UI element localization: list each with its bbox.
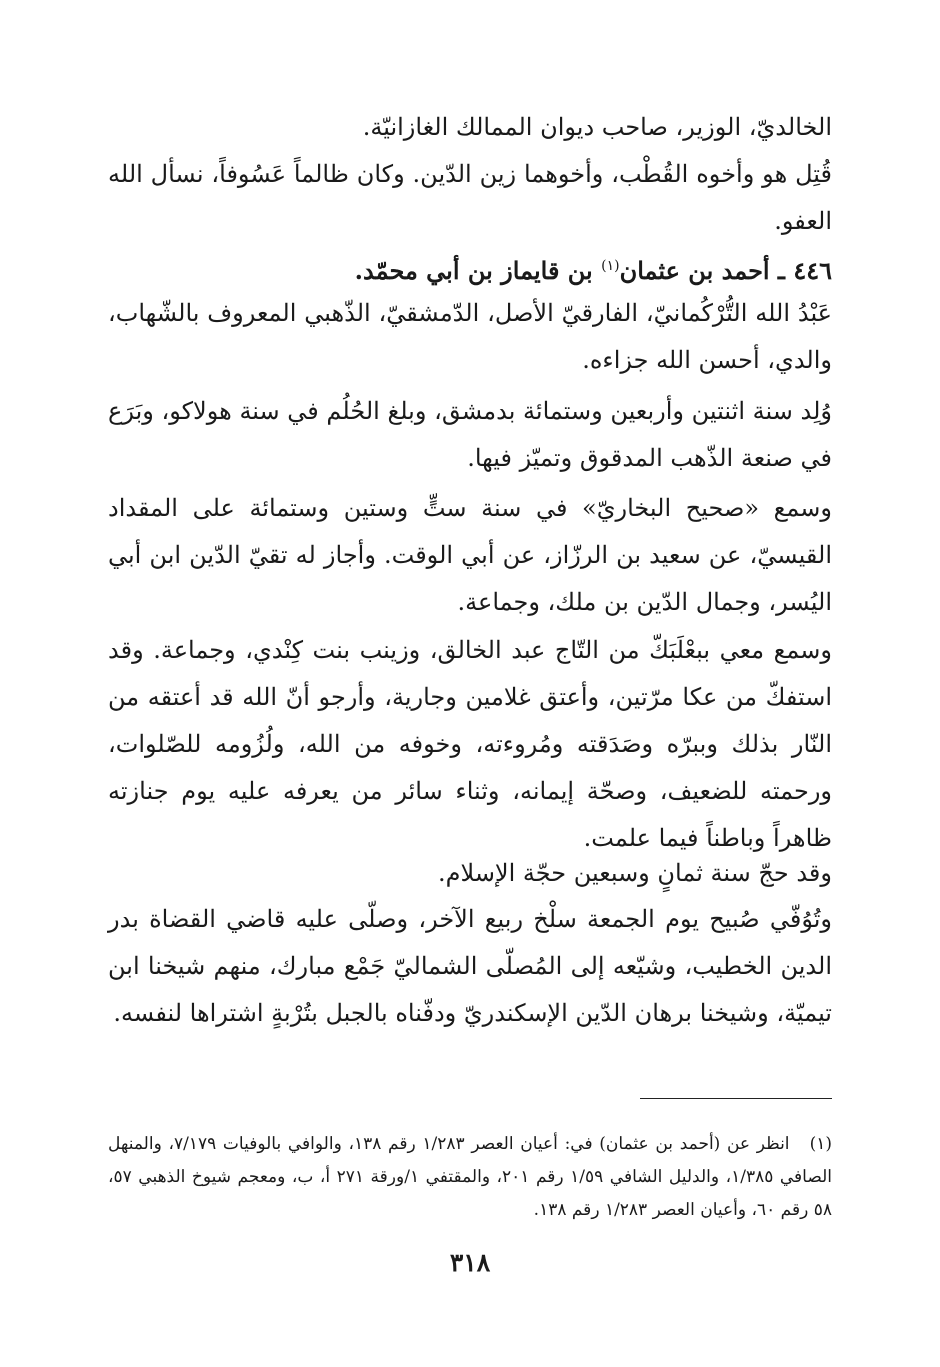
footnote-reference: (١) <box>601 258 620 274</box>
paragraph-hearing-bukhari: وسمع «صحيح البخاريّ» في سنة ستٍّ وستين وستمائة على المقداد القيسيّ، عن سعيد بن الرزّاز، عن أبي الوقت. وأجاز له تقيّ الدّين ابن أبي اليُسر، وجمال الدّين بن ملك، وجماعة. <box>108 494 832 616</box>
paragraph-birth: وُلِد سنة اثنتين وأربعين وستمائة بدمشق، وبلغ الحُلُم في سنة هولاكو، وبَرَع في صنعة الذّهب المدقوق وتميّز فيها. <box>108 397 832 472</box>
paragraph-death: وتُوُفّي صُبيح يوم الجمعة سلْخ ربيع الآخر، وصلّى عليه قاضي القضاة بدر الدين الخطيب، وشيّعه إلى المُصلّى الشماليّ جَمْع مبارك، منهم شيخنا ابن تيميّة، وشيخنا برهان الدّين الإسكندريّ ودفّناه بالجبل بتُرْبةٍ اشتراها لنفسه. <box>108 905 832 1027</box>
entry-name-rest: بن قايماز بن أبي محمّد. <box>354 256 593 285</box>
paragraph-hajj: وقد حجّ سنة ثمانٍ وسبعين حجّة الإسلام. <box>438 859 832 887</box>
footnote-marker: (١) <box>809 1134 832 1154</box>
paragraph-lineage: عَبْدُ الله التُّرْكُمانيّ، الفارقيّ الأصل، الدّمشقيّ، الذّهبي المعروف بالشّهاب، والدي، أحسن الله جزاءه. <box>108 299 832 374</box>
footnote-text: انظر عن (أحمد بن عثمان) في: أعيان العصر ١/٢٨٣ رقم ١٣٨، والوافي بالوفيات ٧/١٧٩، والمنهل الصافي ١/٣٨٥، والدليل الشافي ١/٥٩ رقم ٢٠١، والمقتفي ١/ورقة ٢٧١ أ، ب، ومعجم شيوخ الذهبي ٥٧، ٥٨ رقم ٦٠، وأعيان العصر ١/٢٨٣ رقم ١٣٨. <box>108 1134 832 1220</box>
paragraph-killed: قُتِل هو وأخوه القُطْب، وأخوهما زين الدّين. وكان ظالماً عَسُوفاً، نسأل الله العفو. <box>108 160 832 235</box>
entry-heading: ٤٤٦ ـ أحمد بن عثمان$^{(١)}$ بن قايماز بن أبي محمّد. <box>354 256 832 285</box>
entry-name: أحمد بن عثمان <box>619 256 770 285</box>
paragraph-hearing-baalbek: وسمع معي ببعْلَبَكّ من التّاج عبد الخالق، وزينب بنت كِنْدي، وجماعة. وقد استفكّ من عكا مرّتين، وأعتق غلامين وجارية، وأرجو أنّ الله قد أعتقه من النّار بذلك وببرّه وصَدَقته ومُروءته، وخوفه من الله، ولُزُومه للصّلوات، ورحمته للضعيف، وصحّة إيمانه، وثناء سائر من يعرفه عليه يوم جنازته ظاهراً وباطناً فيما علمت. <box>108 636 833 852</box>
page-number: ٣١٨ <box>449 1248 491 1277</box>
footnote-divider <box>640 1098 832 1099</box>
footnote <box>108 1128 832 1227</box>
paragraph-previous-entry-end: الخالديّ، الوزير، صاحب ديوان الممالك الغازانيّة. <box>362 113 832 141</box>
entry-number: ٤٤٦ <box>793 256 832 285</box>
